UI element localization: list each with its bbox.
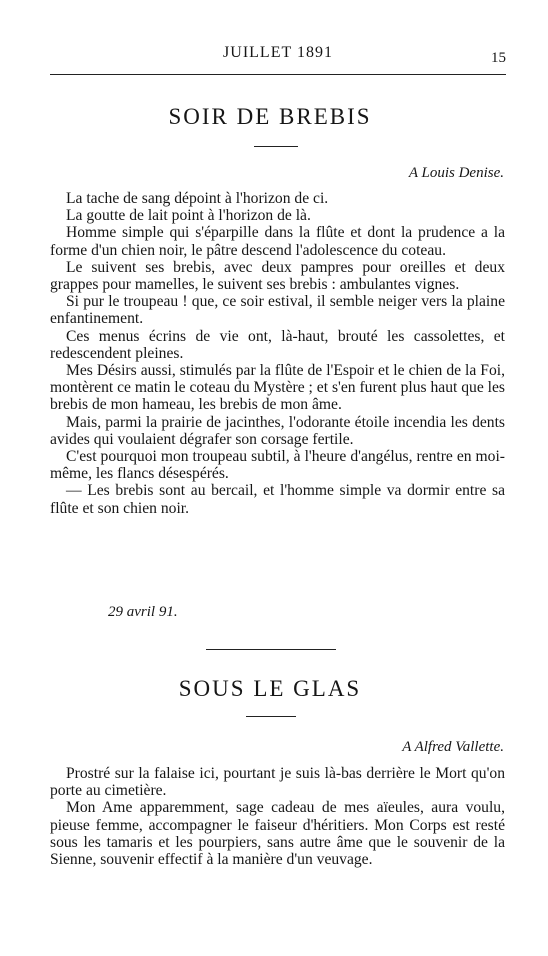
paragraph: — Les brebis sont au bercail, et l'homme simple va dormir entre sa flûte et son chien noir. <box>50 482 505 517</box>
paragraph: Le suivent ses brebis, avec deux pampres pour oreilles et deux grappes pour mamelles, le suivent ses brebis : ambulantes vignes. <box>50 258 505 294</box>
title-rule <box>254 146 298 147</box>
dedication-louis-denise: A Louis Denise. <box>408 165 504 181</box>
paragraph: La tache de sang dépoint à l'horizon de ci. <box>66 190 329 207</box>
paragraph: C'est pourquoi mon troupeau subtil, à l'heure d'angélus, rentre en moi-même, les flancs désespérés. <box>50 448 505 483</box>
paragraph: Homme simple qui s'éparpille dans la flûte et dont la prudence a la forme d'un chien noir, le pâtre descend l'adolescence du coteau. <box>50 224 505 259</box>
running-title: JUILLET 1891 <box>223 44 333 61</box>
paragraph: Mon Ame apparemment, sage cadeau de mes aïeules, aura voulu, pieuse femme, accompagner le faiseur d'héritiers. Mon Corps est resté sous les tamaris et les pourpiers, sans autre âme que le souvenir de la Sienne, souvenir effectif à la manière d'un veuvage. <box>50 799 505 869</box>
paragraph: Si pur le troupeau ! que, ce soir estival, il semble neiger vers la plaine enfantinement. <box>50 293 505 328</box>
dedication-alfred-vallette: A Alfred Vallette. <box>402 739 504 755</box>
poem-date: 29 avril 91. <box>108 604 178 620</box>
poem-body-sous-le-glas <box>50 765 505 868</box>
paragraph: La goutte de lait point à l'horizon de là. <box>66 207 311 225</box>
section-separator <box>206 649 336 650</box>
paragraph: Ces menus écrins de vie ont, là-haut, brouté les cassolettes, et redescendent pleines. <box>50 327 505 362</box>
paragraph: Mais, parmi la prairie de jacinthes, l'odorante étoile incendia les dents avides qui voulaient dégrafer son corsage fertile. <box>50 413 505 448</box>
poem-title-sous-le-glas: SOUS LE GLAS <box>178 676 362 701</box>
paragraph: Prostré sur la falaise ici, pourtant je suis là-bas derrière le Mort qu'on porte au cimetière. <box>50 765 505 800</box>
running-head <box>50 44 506 66</box>
poem-title-soir-de-brebis: SOIR DE BREBIS <box>168 104 372 129</box>
header-rule <box>50 74 506 75</box>
poem-body-soir-de-brebis <box>50 190 505 517</box>
page-number: 15 <box>491 50 506 66</box>
paragraph: Mes Désirs aussi, stimulés par la flûte de l'Espoir et le chien de la Foi, montèrent ce matin le coteau du Mystère ; et s'en furent plus haut que les brebis de mon hameau, les brebis de mon âme. <box>50 362 505 414</box>
title-rule <box>246 716 296 717</box>
